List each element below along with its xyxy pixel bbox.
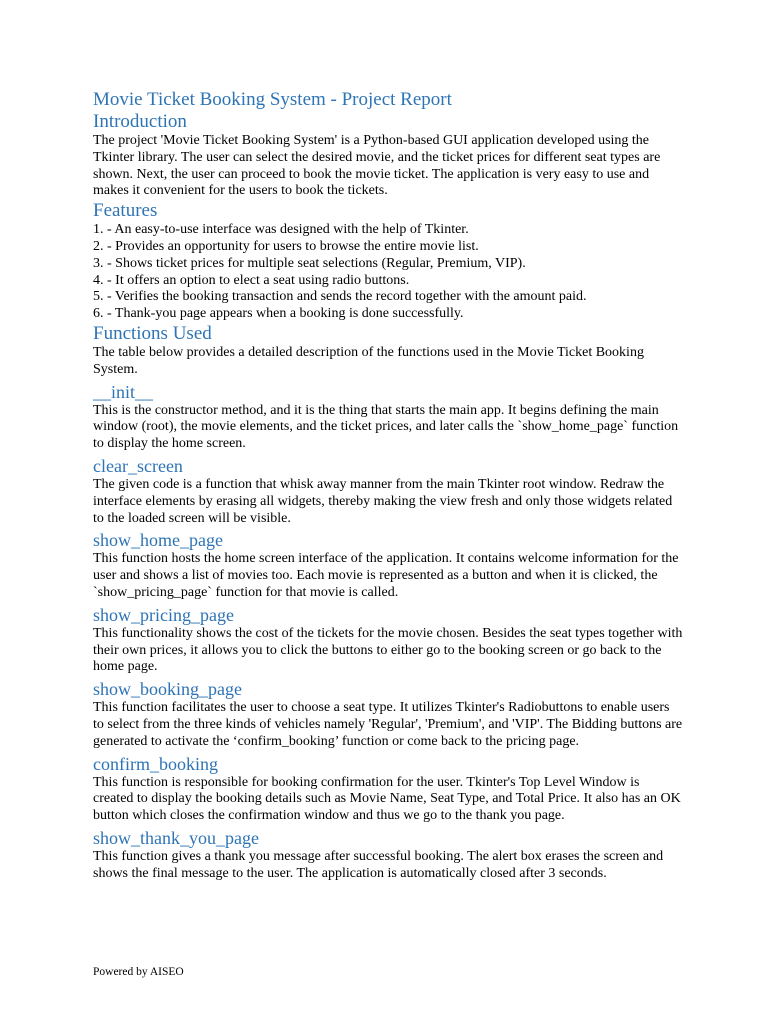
function-description-show-thank-you-page: This function gives a thank you message after successful booking. The alert box erases the screen and shows the final message to the user. The application is automatically closed after 3 seconds. (93, 848, 664, 881)
function-description-clear-screen: The given code is a function that whisk away manner from the main Tkinter root window. Redraw the interface elements by erasing all widgets, thereby making the view fresh and only those widgets related to the loaded screen will be visible. (93, 476, 673, 526)
introduction-text: The project 'Movie Ticket Booking System' is a Python-based GUI application developed using the Tkinter library. The user can select the desired movie, and the ticket prices for different seat types are shown. Next, the user can proceed to book the movie ticket. The application is very easy to use and makes it convenient for the users to book the tickets. (93, 133, 661, 199)
function-heading-clear-screen: clear_screen (93, 455, 183, 476)
functions-used-intro: The table below provides a detailed description of the functions used in the Movie Ticket Booking System. (93, 344, 644, 377)
function-heading-show-thank-you-page: show_thank_you_page (93, 827, 259, 848)
features-list (93, 222, 683, 323)
function-description-show-booking-page: This function facilitates the user to choose a seat type. It utilizes Tkinter's Radiobuttons to enable users to select from the three kinds of vehicles namely 'Regular', 'Premium', and 'VIP'. The Bidding buttons are generated to activate the ‘confirm_booking’ function or come back to the pricing page. (93, 700, 683, 749)
list-item: 1. - An easy-to-use interface was designed with the help of Tkinter. (93, 222, 469, 238)
introduction-heading: Introduction (93, 111, 187, 132)
document-title: Movie Ticket Booking System - Project Report (93, 89, 452, 110)
list-item: 5. - Verifies the booking transaction and sends the record together with the amount paid. (93, 289, 587, 305)
function-description-show-home-page: This function hosts the home screen interface of the application. It contains welcome information for the user and shows a list of movies too. Each movie is represented as a button and when it is clicked, the `show_pricing_page` function for that movie is called. (93, 551, 679, 600)
functions-used-heading: Functions Used (93, 322, 212, 344)
list-item: 3. - Shows ticket prices for multiple seat selections (Regular, Premium, VIP). (93, 255, 526, 271)
function-heading-show-home-page: show_home_page (93, 530, 223, 551)
document-body (93, 88, 683, 883)
function-heading-show-pricing-page: show_pricing_page (93, 604, 234, 625)
function-description-init: This is the constructor method, and it is the thing that starts the main app. It begins defining the main window (root), the movie elements, and the ticket prices, and later calls the `show_home_page` function to display the home screen. (93, 402, 679, 452)
function-heading-confirm-booking: confirm_booking (93, 753, 218, 774)
list-item: 4. - It offers an option to elect a seat using radio buttons. (93, 272, 410, 288)
page-footer: Powered by AISEO (93, 966, 184, 978)
function-heading-show-booking-page: show_booking_page (93, 679, 242, 700)
function-description-show-pricing-page: This functionality shows the cost of the tickets for the movie chosen. Besides the seat types together with their own prices, it allows you to click the buttons to either go to the booking screen or go back to the home page. (93, 625, 683, 675)
features-heading: Features (93, 200, 158, 222)
function-heading-init: __init__ (93, 381, 154, 402)
function-description-confirm-booking: This function is responsible for booking confirmation for the user. Tkinter's Top Level Window is created to display the booking details such as Movie Name, Seat Type, and Total Price. It also has an OK button which closes the confirmation window and thus we go to the thank you page. (93, 774, 681, 824)
list-item: 2. - Provides an opportunity for users to browse the entire movie list. (93, 238, 479, 254)
list-item: 6. - Thank-you page appears when a booking is done successfully. (93, 306, 464, 322)
